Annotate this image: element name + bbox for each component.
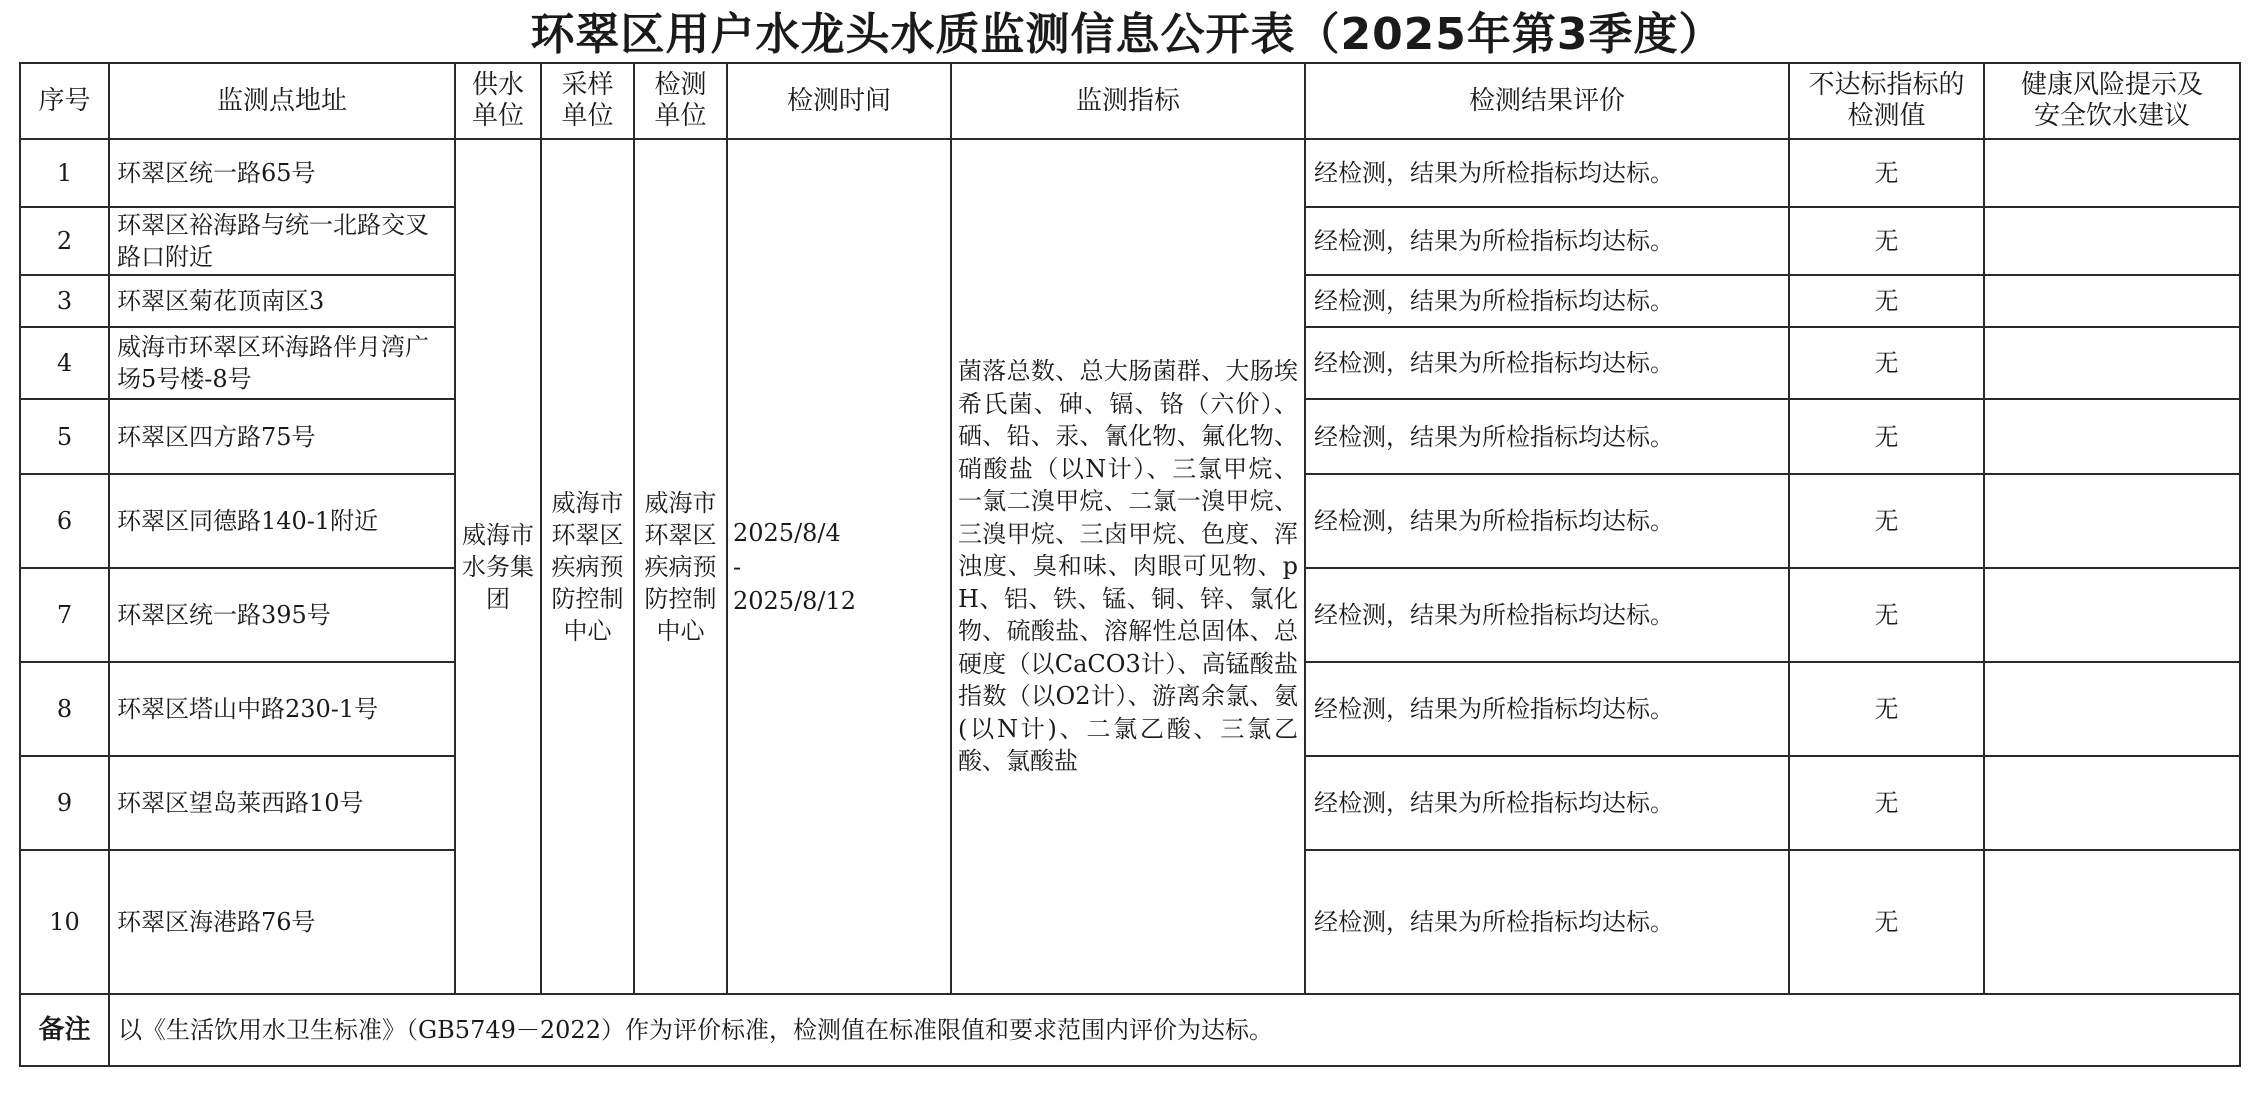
row-address: 环翠区同德路140-1附近 — [109, 474, 455, 568]
test-time-cell: 2025/8/4 - 2025/8/12 — [727, 139, 951, 994]
table-row — [20, 139, 2240, 207]
row-evaluation: 经检测，结果为所检指标均达标。 — [1305, 139, 1789, 207]
supply-unit-cell: 威海市水务集团 — [455, 139, 541, 994]
row-no: 2 — [20, 207, 109, 275]
row-evaluation: 经检测，结果为所检指标均达标。 — [1305, 399, 1789, 474]
row-no: 4 — [20, 327, 109, 399]
row-evaluation: 经检测，结果为所检指标均达标。 — [1305, 662, 1789, 756]
note-row — [20, 994, 2240, 1066]
row-evaluation: 经检测，结果为所检指标均达标。 — [1305, 275, 1789, 327]
row-address: 威海市环翠区环海路伴月湾广场5号楼-8号 — [109, 327, 455, 399]
row-exceed-value: 无 — [1789, 399, 1984, 474]
row-health-advice — [1984, 474, 2240, 568]
header-address: 监测点地址 — [109, 63, 455, 139]
row-no: 10 — [20, 850, 109, 994]
header-exceed-values: 不达标指标的 检测值 — [1789, 63, 1984, 139]
row-exceed-value: 无 — [1789, 850, 1984, 994]
row-exceed-value: 无 — [1789, 568, 1984, 662]
row-exceed-value: 无 — [1789, 756, 1984, 850]
row-no: 6 — [20, 474, 109, 568]
header-testing-unit: 检测 单位 — [634, 63, 727, 139]
row-exceed-value: 无 — [1789, 662, 1984, 756]
row-evaluation: 经检测，结果为所检指标均达标。 — [1305, 568, 1789, 662]
row-address: 环翠区望岛莱西路10号 — [109, 756, 455, 850]
row-evaluation: 经检测，结果为所检指标均达标。 — [1305, 474, 1789, 568]
row-health-advice — [1984, 275, 2240, 327]
row-evaluation: 经检测，结果为所检指标均达标。 — [1305, 850, 1789, 994]
testing-unit-cell: 威海市环翠区疾病预防控制中心 — [634, 139, 727, 994]
row-evaluation: 经检测，结果为所检指标均达标。 — [1305, 327, 1789, 399]
row-no: 1 — [20, 139, 109, 207]
row-no: 8 — [20, 662, 109, 756]
header-test-time: 检测时间 — [727, 63, 951, 139]
row-health-advice — [1984, 327, 2240, 399]
row-no: 3 — [20, 275, 109, 327]
row-health-advice — [1984, 662, 2240, 756]
row-health-advice — [1984, 139, 2240, 207]
row-address: 环翠区塔山中路230-1号 — [109, 662, 455, 756]
row-exceed-value: 无 — [1789, 207, 1984, 275]
header-supply-unit: 供水 单位 — [455, 63, 541, 139]
note-text: 以《生活饮用水卫生标准》（GB5749－2022）作为评价标准，检测值在标准限值和要求范围内评价为达标。 — [109, 994, 2240, 1066]
page-title: 环翠区用户水龙头水质监测信息公开表（2025年第3季度） — [530, 9, 1724, 60]
row-health-advice — [1984, 850, 2240, 994]
sampling-unit-cell: 威海市环翠区疾病预防控制中心 — [541, 139, 634, 994]
row-no: 5 — [20, 399, 109, 474]
row-address: 环翠区统一路65号 — [109, 139, 455, 207]
row-address: 环翠区菊花顶南区3 — [109, 275, 455, 327]
header-row — [20, 63, 2240, 139]
row-evaluation: 经检测，结果为所检指标均达标。 — [1305, 207, 1789, 275]
row-address: 环翠区裕海路与统一北路交叉路口附近 — [109, 207, 455, 275]
row-health-advice — [1984, 568, 2240, 662]
row-address: 环翠区统一路395号 — [109, 568, 455, 662]
row-exceed-value: 无 — [1789, 474, 1984, 568]
row-no: 9 — [20, 756, 109, 850]
row-health-advice — [1984, 207, 2240, 275]
row-exceed-value: 无 — [1789, 327, 1984, 399]
monitoring-table — [19, 62, 2241, 1067]
row-address: 环翠区海港路76号 — [109, 850, 455, 994]
row-address: 环翠区四方路75号 — [109, 399, 455, 474]
header-health-advice: 健康风险提示及 安全饮水建议 — [1984, 63, 2240, 139]
row-no: 7 — [20, 568, 109, 662]
row-evaluation: 经检测，结果为所检指标均达标。 — [1305, 756, 1789, 850]
indicators-cell: 菌落总数、总大肠菌群、大肠埃希氏菌、砷、镉、铬（六价）、硒、铅、汞、氰化物、氟化物、硝酸盐（以N计）、三氯甲烷、一氯二溴甲烷、二氯一溴甲烷、三溴甲烷、三卤甲烷、色度、浑浊度、臭和味、肉眼可见物、pH、铝、铁、锰、铜、锌、氯化物、硫酸盐、溶解性总固体、总硬度（以CaCO3计）、高锰酸盐指数（以O2计）、游离余氯、氨(以N计)、二氯乙酸、三氯乙酸、氯酸盐 — [951, 139, 1305, 994]
row-exceed-value: 无 — [1789, 275, 1984, 327]
row-health-advice — [1984, 756, 2240, 850]
row-exceed-value: 无 — [1789, 139, 1984, 207]
header-indicators: 监测指标 — [951, 63, 1305, 139]
row-health-advice — [1984, 399, 2240, 474]
note-label: 备注 — [20, 994, 109, 1066]
header-no: 序号 — [20, 63, 109, 139]
header-evaluation: 检测结果评价 — [1305, 63, 1789, 139]
header-sampling-unit: 采样 单位 — [541, 63, 634, 139]
